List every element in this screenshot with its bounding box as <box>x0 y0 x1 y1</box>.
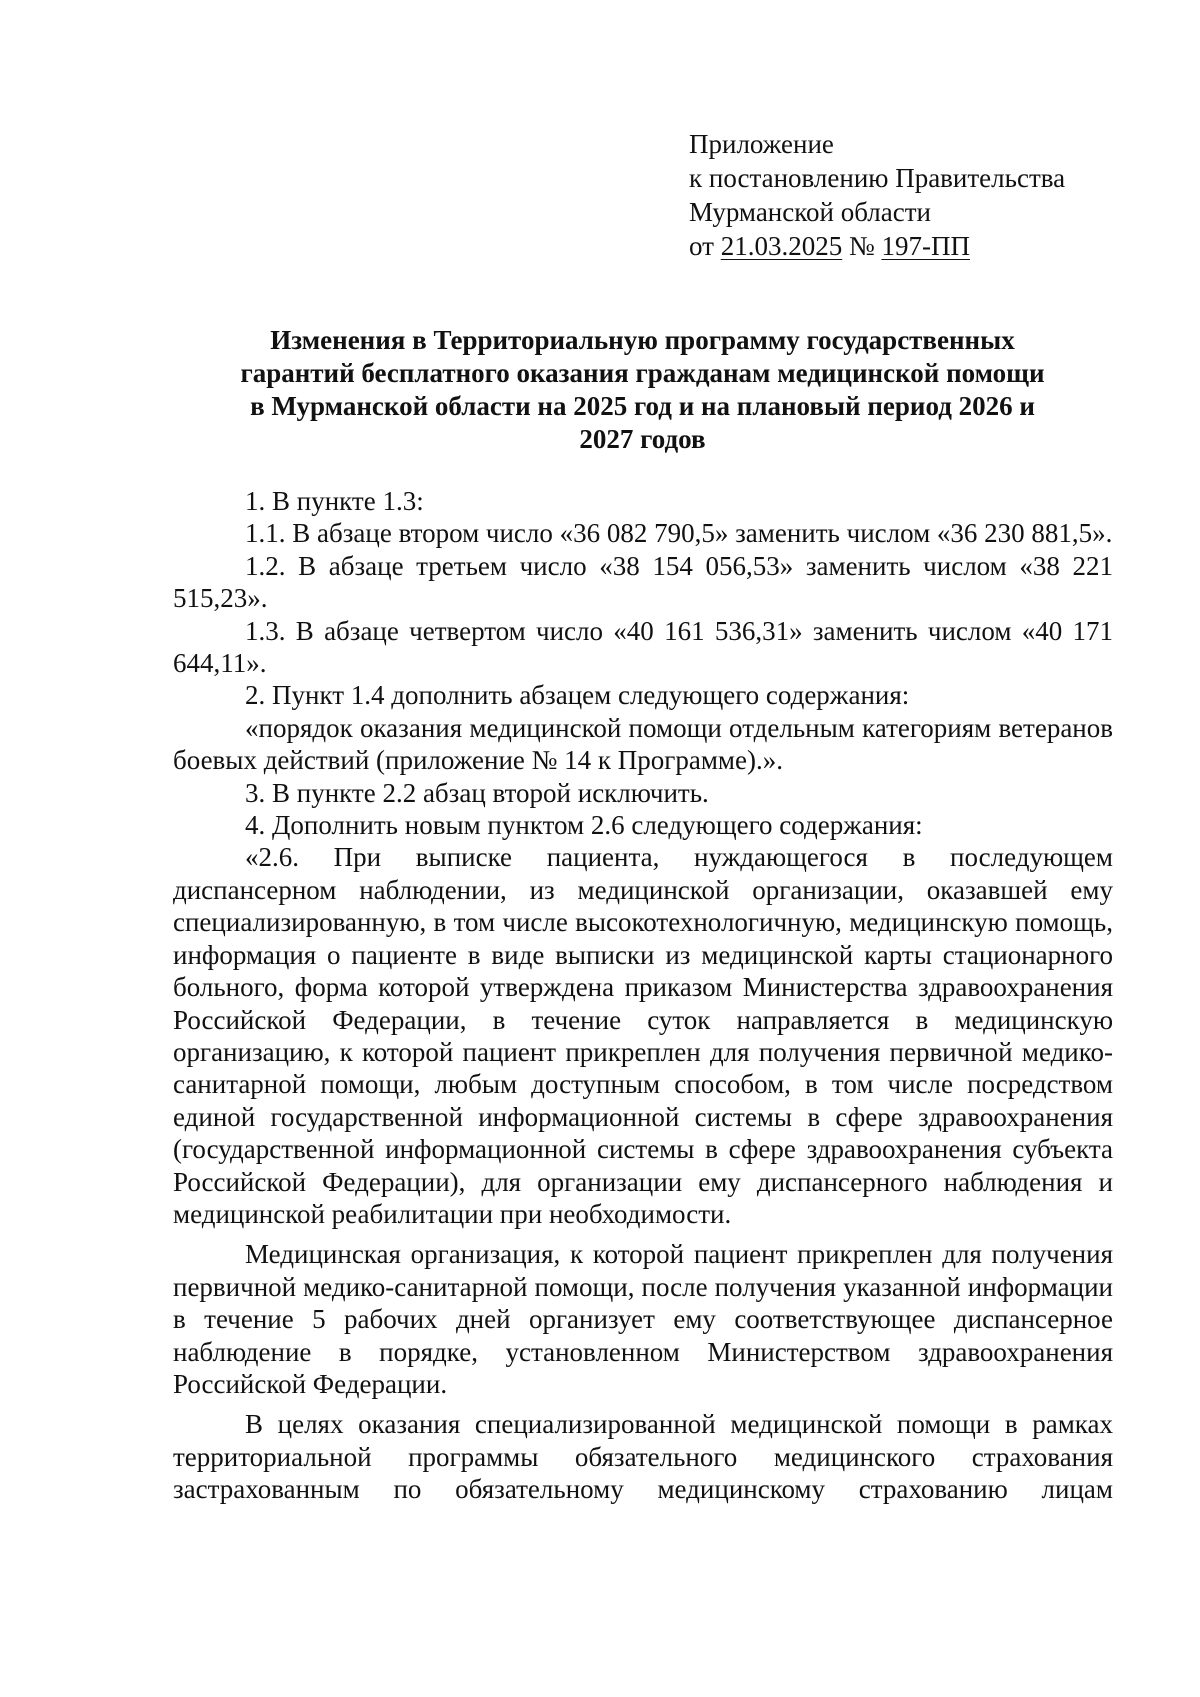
document-body <box>173 485 1113 1506</box>
appendix-block <box>689 127 1065 263</box>
title-line: 2027 годов <box>579 424 706 454</box>
appendix-label: Приложение <box>689 129 834 159</box>
date-prefix: от <box>689 231 721 261</box>
document-title <box>170 324 1115 456</box>
paragraph-medical-organization: Медицинская организация, к которой пациент прикреплен для получения первичной медико-санитарной помощи, после получения указанной информации в течение 5 рабочих дней организует ему соответствующее диспансерное наблюдение в порядке, установленном Министерством здравоохранения Российской Федерации. <box>173 1239 1113 1399</box>
appendix-decree-line: к постановлению Правительства <box>689 163 1066 193</box>
paragraph-item-2-quote: «порядок оказания медицинской помощи отдельным категориям ветеранов боевых действий (приложение № 14 к Программе).». <box>173 712 1113 776</box>
paragraph-item-4-quote: «2.6. При выписке пациента, нуждающегося в последующем диспансерном наблюдении, из медицинской организации, оказавшей ему специализированную, в том числе высокотехнологичную, медицинскую помощь, информация о пациенте в виде выписки из медицинской карты стационарного больного, форма которой утверждена приказом Министерства здравоохранения Российской Федерации, в течение суток направляется в медицинскую организацию, к которой пациент прикреплен для получения первичной медико-санитарной помощи, любым доступным способом, в том числе посредством единой государственной информационной системы в сфере здравоохранения (государственной информационной системы в сфере здравоохранения субъекта Российской Федерации), для организации ему диспансерного наблюдения и медицинской реабилитации при необходимости. <box>173 842 1113 1229</box>
title-line: гарантий бесплатного оказания гражданам медицинской помощи <box>240 358 1045 388</box>
decree-number: 197-ПП <box>881 231 970 261</box>
paragraph-specialized-care: В целях оказания специализированной медицинской помощи в рамках территориальной программы обязательного медицинского страхования застрахованным по обязательному медицинскому страхованию лицам <box>173 1409 1113 1505</box>
paragraph-item-4: 4. Дополнить новым пунктом 2.6 следующего содержания: <box>245 810 923 841</box>
paragraph-item-1-1: 1.1. В абзаце втором число «36 082 790,5» заменить числом «36 230 881,5». <box>245 518 1113 549</box>
paragraph-item-1-2: 1.2. В абзаце третьем число «38 154 056,53» заменить числом «38 221 515,23». <box>173 550 1113 614</box>
decree-date: 21.03.2025 <box>720 231 843 261</box>
appendix-date-line <box>689 229 1065 263</box>
paragraph-item-3: 3. В пункте 2.2 абзац второй исключить. <box>245 777 709 808</box>
paragraph-item-2: 2. Пункт 1.4 дополнить абзацем следующего содержания: <box>245 680 910 711</box>
appendix-region-line: Мурманской области <box>689 197 931 227</box>
number-prefix: № <box>842 231 882 261</box>
paragraph-item-1: 1. В пункте 1.3: <box>245 486 424 516</box>
title-line: Изменения в Территориальную программу государственных <box>270 325 1015 355</box>
title-line: в Мурманской области на 2025 год и на плановый период 2026 и <box>250 391 1035 421</box>
paragraph-item-1-3: 1.3. В абзаце четвертом число «40 161 536,31» заменить числом «40 171 644,11». <box>173 615 1113 679</box>
